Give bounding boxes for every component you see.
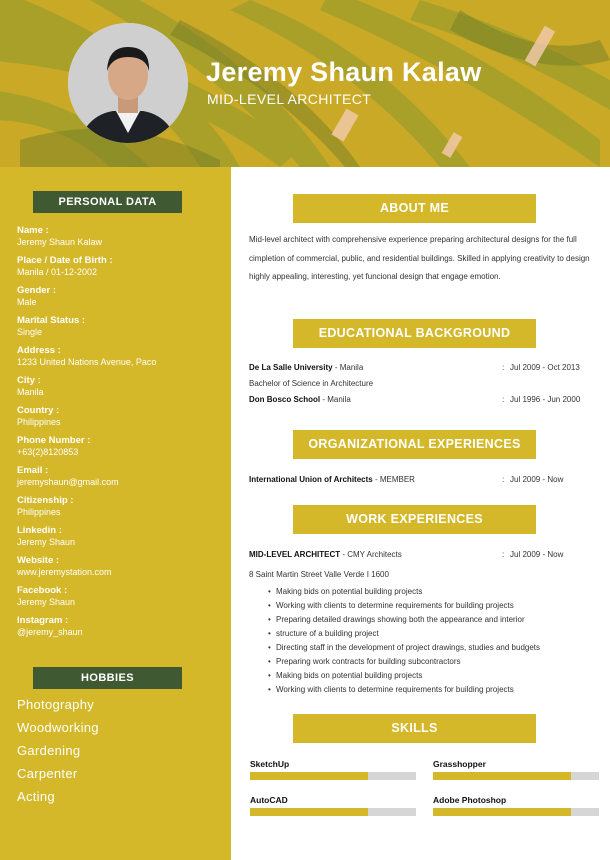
- personal-item-phone: [17, 436, 227, 466]
- education-heading: EDUCATIONAL BACKGROUND: [293, 319, 536, 348]
- company-name: - CMY Architects: [340, 550, 402, 559]
- date-range: Jul 2009 - Now: [510, 475, 564, 484]
- personal-label: Address :: [17, 345, 61, 356]
- personal-value: Philippines: [17, 416, 61, 427]
- education-entry: [249, 395, 594, 404]
- profile-photo: [68, 23, 188, 143]
- skill-bar: [433, 772, 599, 780]
- personal-data-list: [17, 226, 227, 646]
- duty-item-continued: • structure of a building project: [268, 627, 598, 641]
- job-title: MID-LEVEL ARCHITECT: [249, 550, 341, 559]
- hobbies-heading: HOBBIES: [33, 667, 182, 689]
- skill-name: AutoCAD: [250, 795, 288, 805]
- date-range: Jul 1996 - Jun 2000: [510, 395, 581, 404]
- duties-list: [268, 585, 598, 697]
- personal-value: jeremyshaun@gmail.com: [17, 476, 119, 487]
- personal-value: Male: [17, 296, 37, 307]
- work-entry: [249, 550, 594, 559]
- organization-name: International Union of Architects: [249, 475, 373, 484]
- organization-role: - MEMBER: [372, 475, 415, 484]
- personal-value: 1233 United Nations Avenue, Paco: [17, 356, 157, 367]
- skill-item: [250, 795, 416, 816]
- personal-label: Facebook :: [17, 585, 68, 596]
- personal-label: Name :: [17, 225, 49, 236]
- skill-name: Adobe Photoshop: [433, 795, 507, 805]
- personal-label: Marital Status :: [17, 315, 86, 326]
- organization-heading: ORGANIZATIONAL EXPERIENCES: [293, 430, 536, 459]
- duty-item: • Working with clients to determine requirements for building projects: [268, 599, 598, 613]
- skill-bar-fill: [433, 808, 571, 816]
- main-content: [231, 167, 610, 860]
- skill-bar-fill: [250, 808, 368, 816]
- person-portrait-icon: [68, 23, 188, 143]
- personal-item-gender: [17, 286, 227, 316]
- duty-item: • Directing staff in the development of project drawings, studies and budgets: [268, 641, 598, 655]
- separator: :: [502, 395, 505, 404]
- skill-name: SketchUp: [250, 759, 290, 769]
- personal-item-birth: [17, 256, 227, 286]
- personal-item-email: [17, 466, 227, 496]
- skills-heading: SKILLS: [293, 714, 536, 743]
- personal-value: Manila: [17, 386, 44, 397]
- skill-bar-fill: [433, 772, 571, 780]
- personal-data-heading: PERSONAL DATA: [33, 191, 182, 213]
- about-text: Mid-level architect with comprehensive experience preparing architectural designs for the full cimpletion of commercial, public, and residential buildings. Skilled in applying creativity to design highly appealing, interesting, yet funcional design that engage emotion.: [249, 235, 590, 282]
- work-heading: WORK EXPERIENCES: [293, 505, 536, 534]
- skill-bar: [250, 772, 416, 780]
- personal-label: City :: [17, 375, 41, 386]
- hobbies-list: [17, 697, 99, 812]
- skill-bar: [250, 808, 416, 816]
- school-name: De La Salle University: [249, 363, 333, 372]
- education-entry: [249, 363, 594, 372]
- date-range: Jul 2009 - Oct 2013: [510, 363, 580, 372]
- personal-value: Jeremy Shaun: [17, 596, 76, 607]
- personal-value: Philippines: [17, 506, 61, 517]
- personal-value: Jeremy Shaun: [17, 536, 76, 547]
- personal-value: Jeremy Shaun Kalaw: [17, 236, 103, 247]
- sidebar: [0, 167, 231, 860]
- personal-item-marital: [17, 316, 227, 346]
- organization-entry: [249, 475, 594, 484]
- duty-item: • Preparing work contracts for building subcontractors: [268, 655, 598, 669]
- personal-item-linkedin: [17, 526, 227, 556]
- header-banner: [0, 0, 610, 167]
- hobby-item: Gardening: [17, 743, 81, 758]
- personal-item-website: [17, 556, 227, 586]
- personal-value: @jeremy_shaun: [17, 626, 83, 637]
- hobby-item: Woodworking: [17, 720, 99, 735]
- personal-value: www.jeremystation.com: [17, 566, 112, 577]
- about-heading: ABOUT ME: [293, 194, 536, 223]
- skill-bar: [433, 808, 599, 816]
- personal-label: Place / Date of Birth :: [17, 255, 113, 266]
- separator: :: [502, 363, 505, 372]
- personal-label: Instagram :: [17, 615, 69, 626]
- personal-label: Linkedin :: [17, 525, 62, 536]
- candidate-role: MID-LEVEL ARCHITECT: [207, 91, 372, 107]
- date-range: Jul 2009 - Now: [510, 550, 564, 559]
- duty-item: • Making bids on potential building projects: [268, 585, 598, 599]
- personal-label: Website :: [17, 555, 60, 566]
- personal-label: Phone Number :: [17, 435, 91, 446]
- personal-label: Citizenship :: [17, 495, 74, 506]
- duty-item: • Working with clients to determine requirements for building projects: [268, 683, 598, 697]
- hobby-item: Acting: [17, 789, 55, 804]
- personal-item-instagram: [17, 616, 227, 646]
- personal-item-name: [17, 226, 227, 256]
- duty-item: • Making bids on potential building projects: [268, 669, 598, 683]
- personal-label: Email :: [17, 465, 49, 476]
- personal-item-facebook: [17, 586, 227, 616]
- hobby-item: Carpenter: [17, 766, 78, 781]
- personal-value: Manila / 01-12-2002: [17, 266, 98, 277]
- candidate-name: Jeremy Shaun Kalaw: [206, 57, 482, 87]
- separator: :: [502, 475, 505, 484]
- skill-item: [433, 759, 599, 780]
- hobby-item: Photography: [17, 697, 95, 712]
- separator: :: [502, 550, 505, 559]
- duty-item: • Preparing detailed drawings showing both the appearance and interior: [268, 613, 598, 627]
- skill-name: Grasshopper: [433, 759, 486, 769]
- personal-value: Single: [17, 326, 43, 337]
- skill-bar-fill: [250, 772, 368, 780]
- skill-item: [433, 795, 599, 816]
- skill-item: [250, 759, 416, 780]
- school-location: - Manila: [332, 363, 364, 372]
- personal-label: Country :: [17, 405, 60, 416]
- personal-item-country: [17, 406, 227, 436]
- personal-item-address: [17, 346, 227, 376]
- school-name: Don Bosco School: [249, 395, 321, 404]
- school-location: - Manila: [320, 395, 351, 404]
- personal-item-city: [17, 376, 227, 406]
- degree-text: Bachelor of Science in Architecture: [249, 379, 374, 388]
- work-address: 8 Saint Martin Street Valle Verde I 1600: [249, 570, 389, 579]
- personal-value: +63(2)8120853: [17, 446, 79, 457]
- personal-item-citizenship: [17, 496, 227, 526]
- personal-label: Gender :: [17, 285, 57, 296]
